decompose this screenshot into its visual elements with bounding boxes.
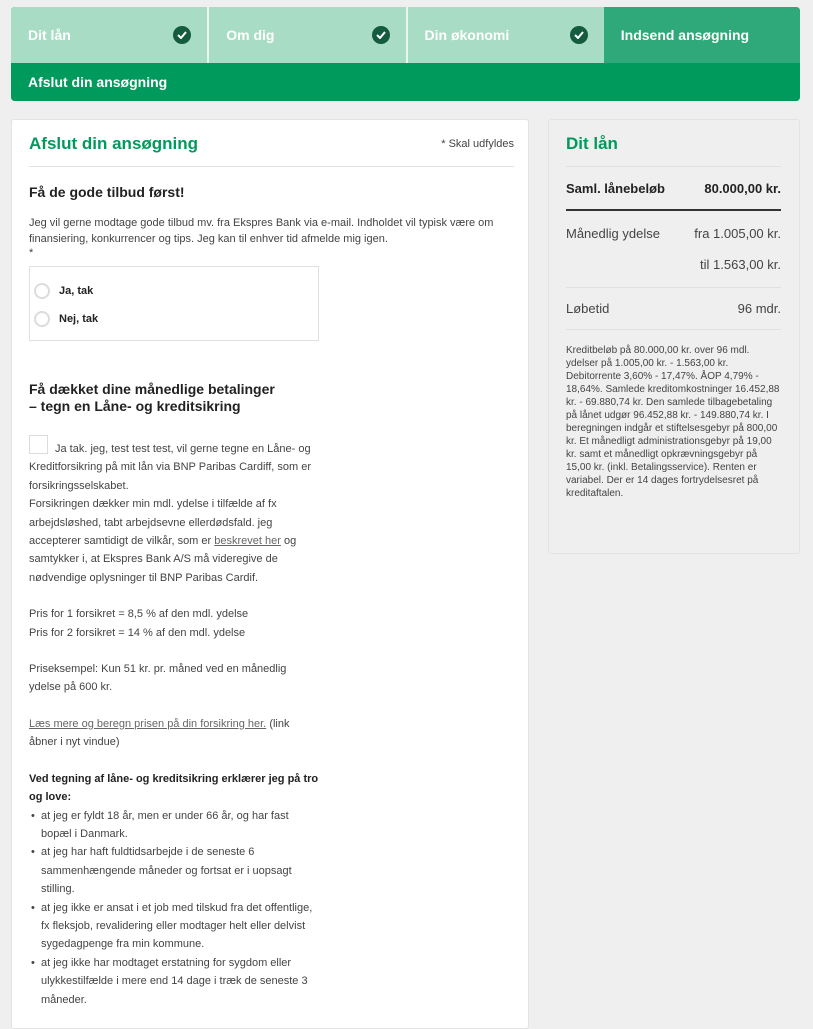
total-value: 80.000,00 kr.: [704, 180, 781, 196]
price-example: Priseksempel: Kun 51 kr. pr. måned ved en månedlig ydelse på 600 kr.: [29, 663, 287, 694]
step-dit-laan[interactable]: [11, 7, 207, 63]
progress-stepper: [11, 7, 800, 101]
required-note: * Skal udfyldes: [441, 138, 514, 150]
form-header: [29, 120, 514, 167]
consent-text-2: Forsikringen dækker min mdl. ydelse i tilfælde af fx arbejdsløshed, tabt arbejdsevne ellerdødsfald. jeg accepterer samtidigt de vilkår, som er: [29, 498, 277, 548]
insurance-title-line2: – tegn en Låne- og kreditsikring: [29, 398, 241, 414]
application-form-card: [11, 119, 529, 1029]
total-amount-row: [566, 167, 781, 211]
price-2: Pris for 2 forsikret = 14 % af den mdl. ydelse: [29, 626, 246, 639]
consent-text-3: og samtykker i, at Ekspres Bank A/S må videregive de nødvendige oplysninger til BNP Paribas Cardif.: [29, 535, 297, 584]
radio-button[interactable]: [34, 283, 50, 299]
insurance-section: [29, 435, 319, 1009]
monthly-payment-block: [566, 211, 781, 288]
radio-option-yes[interactable]: [34, 277, 314, 305]
monthly-from: fra 1.005,00 kr.: [694, 225, 781, 241]
loan-summary-card: [548, 119, 800, 554]
list-item: • at jeg er fyldt 18 år, men er under 66 år, og har fast bopæl i Danmark.: [29, 807, 319, 844]
page-title: Afslut din ansøgning: [29, 134, 199, 153]
step-indsend-ansoegning: [604, 7, 800, 63]
stepper-subtitle: Afslut din ansøgning: [11, 63, 800, 101]
step-label: Om dig: [226, 27, 275, 43]
step-label: Din økonomi: [424, 27, 510, 43]
terms-link[interactable]: beskrevet her: [214, 535, 281, 548]
offers-radio-group: [29, 266, 319, 341]
step-din-oekonomi[interactable]: [406, 7, 604, 63]
declaration-heading: Ved tegning af låne- og kreditsikring erklærer jeg på tro og love:: [29, 772, 319, 804]
consent-paragraph: [29, 435, 319, 587]
required-star: *: [29, 247, 34, 259]
radio-label-no: Nej, tak: [59, 313, 99, 325]
total-label: Saml. lånebeløb: [566, 180, 665, 196]
insurance-title: [29, 381, 289, 415]
insurance-title-line1: Få dækket dine månedlige betalinger: [29, 381, 275, 397]
radio-button[interactable]: [34, 311, 50, 327]
radio-option-no[interactable]: [34, 305, 314, 333]
step-label: Indsend ansøgning: [620, 27, 750, 43]
summary-title: Dit lån: [566, 120, 781, 167]
offers-intro: Jeg vil gerne modtage gode tilbud mv. fra Ekspres Bank via e-mail. Indholdet vil typisk være om finansiering, konkurrencer og tips. Jeg kan til enhver tid afmelde mig igen.: [29, 217, 494, 245]
step-label: Dit lån: [28, 27, 71, 43]
radio-label-yes: Ja, tak: [59, 285, 94, 297]
list-item: • at jeg ikke har modtaget erstatning for sygdom eller ulykkestilfælde i mere end 14 dage i træk de seneste 3 måneder.: [29, 954, 319, 1009]
monthly-to: til 1.563,00 kr.: [700, 256, 781, 272]
read-more: [29, 715, 319, 752]
offers-title: Få de gode tilbud først!: [29, 184, 185, 200]
credit-terms-text: Kreditbeløb på 80.000,00 kr. over 96 mdl. ydelser på 1.005,00 kr. - 1.563,00 kr. Debitorrente 3,60% - 17,47%. ÅOP 4,79% - 18,64%. Samlede kreditomkostninger 16.452,88 kr. - 69.880,74 kr. Den samlede tilbagebetaling på lånet udgør 96.452,88 kr. - 149.880,74 kr. I beregningen indgår et stiftelsesgebyr på 800,00 kr. Et månedligt administrationsgebyr på 19,00 kr. samt et månedligt opkrævningsgebyr på 15,00 kr. (inkl. Betalingsservice). Renten er variabel. Der er 14 dages fortrydelsesret på kreditaftalen.: [566, 345, 780, 499]
term-row: [566, 288, 781, 330]
insurance-consent-checkbox[interactable]: [29, 435, 48, 454]
list-item: • at jeg ikke er ansat i et job med tilskud fra det offentlige, fx fleksjob, revalidering eller modtager helt eller delvist sygedagpenge fra min kommune.: [29, 899, 319, 954]
price-info: [29, 605, 319, 642]
step-om-dig[interactable]: [207, 7, 405, 63]
price-1: Pris for 1 forsikret = 8,5 % af den mdl. ydelse: [29, 608, 249, 621]
steps-row: [11, 7, 800, 63]
declaration-list: [29, 807, 319, 1009]
term-label: Løbetid: [566, 301, 610, 316]
check-icon: [570, 26, 588, 44]
monthly-label: Månedlig ydelse: [566, 225, 660, 241]
term-value: 96 mdr.: [737, 301, 781, 316]
check-icon: [372, 26, 390, 44]
consent-text-1: Ja tak. jeg, test test test, vil gerne tegne en Låne- og Kreditforsikring på mit lån via BNP Paribas Cardiff, som er forsikringsselskabet.: [29, 443, 312, 492]
list-item: • at jeg har haft fuldtidsarbejde i de seneste 6 sammenhængende måneder og fortsat er i uopsagt stilling.: [29, 843, 319, 898]
monthly-row-2: [566, 254, 781, 274]
check-icon: [173, 26, 191, 44]
read-more-link[interactable]: Læs mere og beregn prisen på din forsikring her.: [29, 717, 267, 730]
read-more-note: (link åbner i nyt vindue): [29, 717, 290, 749]
monthly-row: [566, 223, 781, 243]
